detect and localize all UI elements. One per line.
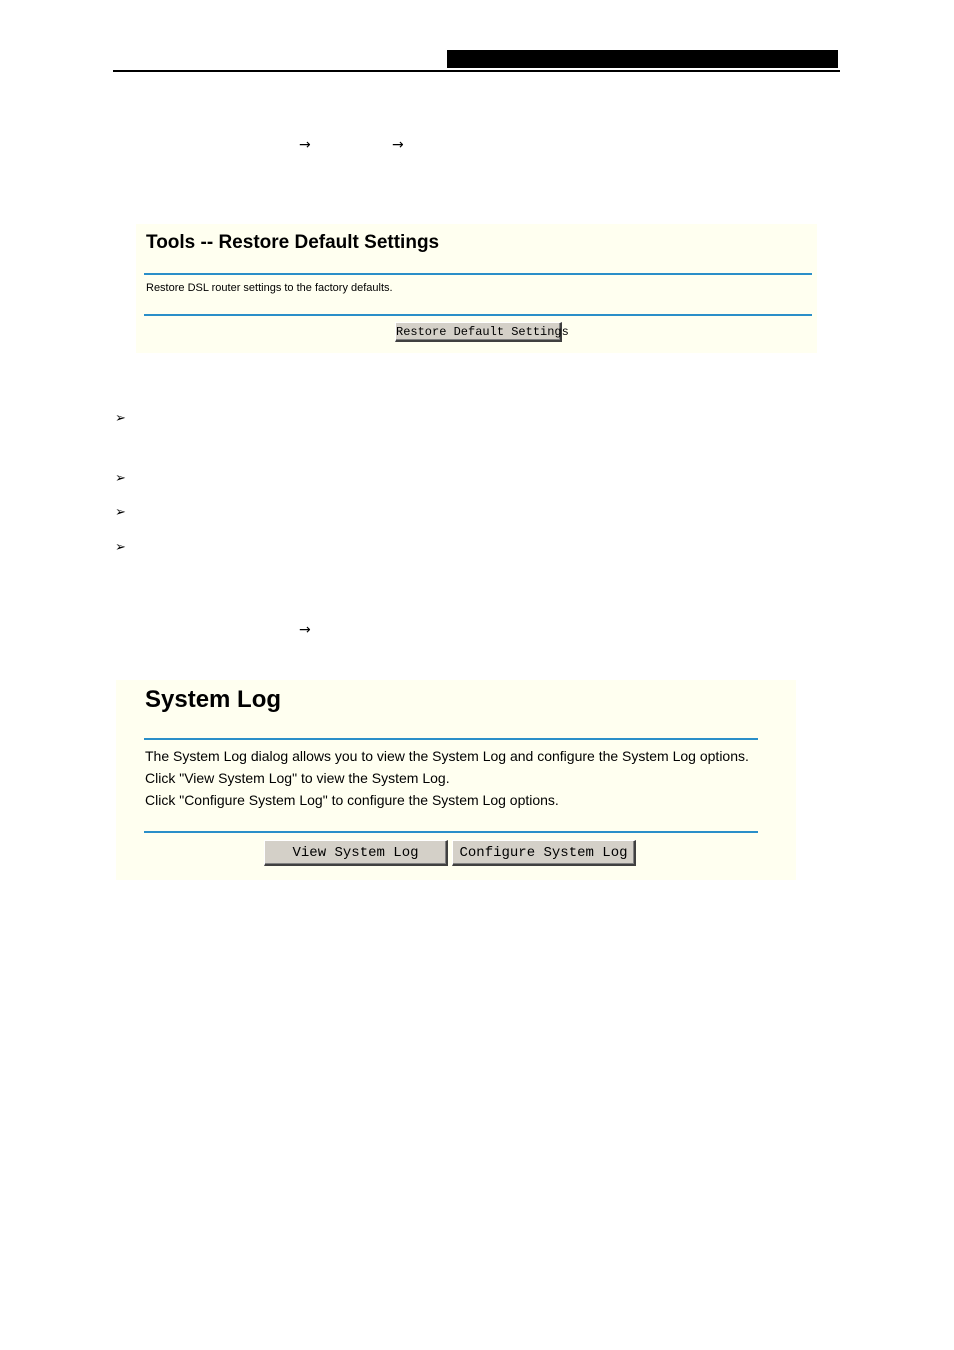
configure-system-log-button[interactable]: Configure System Log [452, 840, 636, 866]
divider [144, 273, 812, 275]
restore-panel-title: Tools -- Restore Default Settings [146, 232, 440, 253]
header-bar [447, 50, 838, 68]
bullet-arrow-icon: ➢ [115, 540, 126, 555]
bullet-arrow-icon: ➢ [115, 471, 126, 486]
system-log-description-line: Click "Configure System Log" to configure the System Log options. [145, 792, 559, 808]
system-log-panel [116, 680, 796, 880]
divider [144, 314, 812, 316]
system-log-title: System Log [145, 686, 282, 713]
divider [144, 738, 758, 740]
path-arrow-icon: → [299, 137, 311, 153]
system-log-description-line: Click "View System Log" to view the System Log. [145, 770, 450, 786]
bullet-arrow-icon: ➢ [115, 411, 126, 426]
restore-default-settings-panel [136, 224, 817, 353]
restore-panel-description: Restore DSL router settings to the factory defaults. [146, 282, 393, 294]
restore-default-settings-button[interactable]: Restore Default Settings [395, 322, 562, 342]
divider [144, 831, 758, 833]
system-log-description-line: The System Log dialog allows you to view the System Log and configure the System Log options. [145, 748, 749, 764]
header-rule [113, 70, 840, 72]
view-system-log-button[interactable]: View System Log [264, 840, 448, 866]
path-arrow-icon: → [392, 137, 404, 153]
path-arrow-icon: → [299, 622, 311, 638]
bullet-arrow-icon: ➢ [115, 505, 126, 520]
